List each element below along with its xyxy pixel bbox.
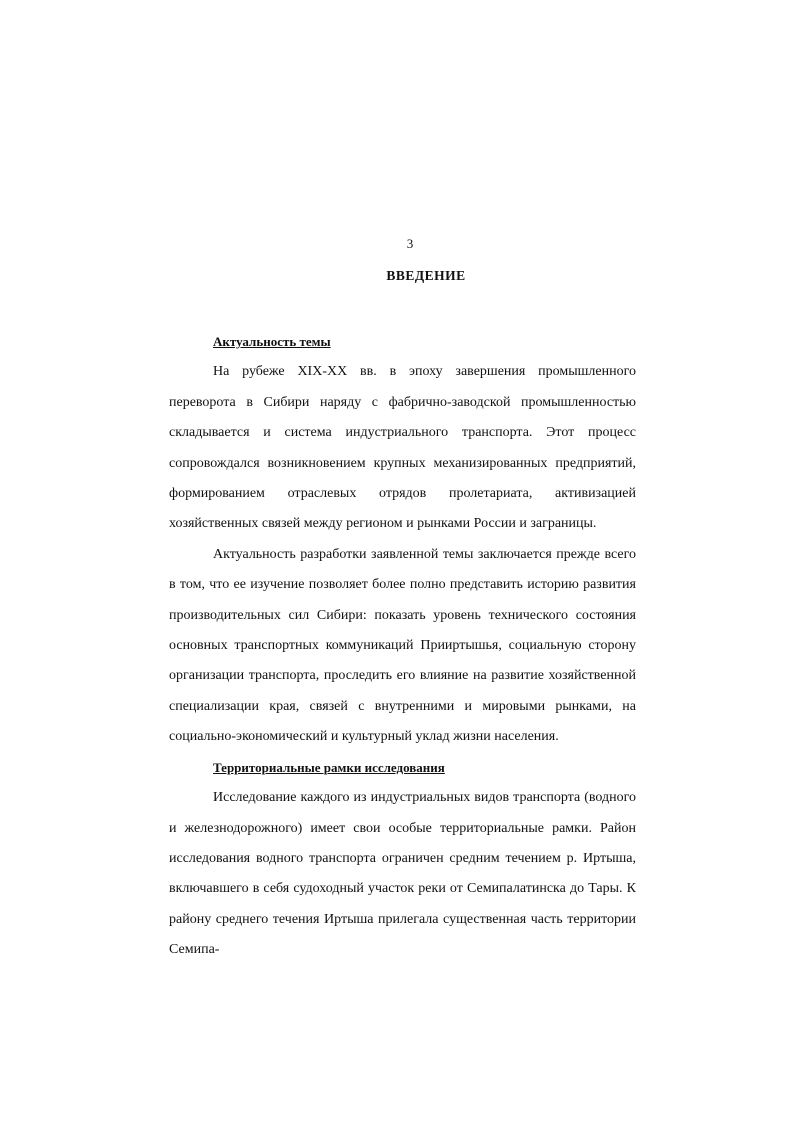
paragraph: Актуальность разработки заявленной темы заключается прежде всего в том, что ее изучение позволяет более полно представить историю развития производительных сил Сибири: показать уровень технического состояния основных транспортных коммуникаций Прииртышья, социальную сторону организации транспорта, проследить его влияние на развитие хозяйственной специализации края, связей с внутренними и мировыми рынками, на социально-экономический и культурный уклад жизни населения. xyxy=(169,546,636,745)
paragraph: Исследование каждого из индустриальных видов транспорта (водного и железнодорожного) имеет свои особые территориальные рамки. Район исследования водного транспорта ограничен средним течением р. Иртыша, включавшего в себя судоходный участок реки от Семипалатинска до Тары. К району среднего течения Иртыша прилегала существенная часть территории Семипа- xyxy=(169,790,636,958)
page-number: 3 xyxy=(406,236,414,251)
page-title: ВВЕДЕНИЕ xyxy=(386,268,466,283)
section-heading-territory: Территориальные рамки исследования xyxy=(213,759,445,775)
document-body xyxy=(169,327,636,966)
paragraph: На рубеже XIX-XX вв. в эпоху завершения промышленного переворота в Сибири наряду с фабрично-заводской промышленностью складывается и система индустриального транспорта. Этот процесс сопровождался возникновением крупных механизированных предприятий, формированием отраслевых отрядов пролетариата, активизацией хозяйственных связей между регионом и рынками России и заграницы. xyxy=(169,364,636,532)
section-heading-relevance: Актуальность темы xyxy=(213,334,331,349)
